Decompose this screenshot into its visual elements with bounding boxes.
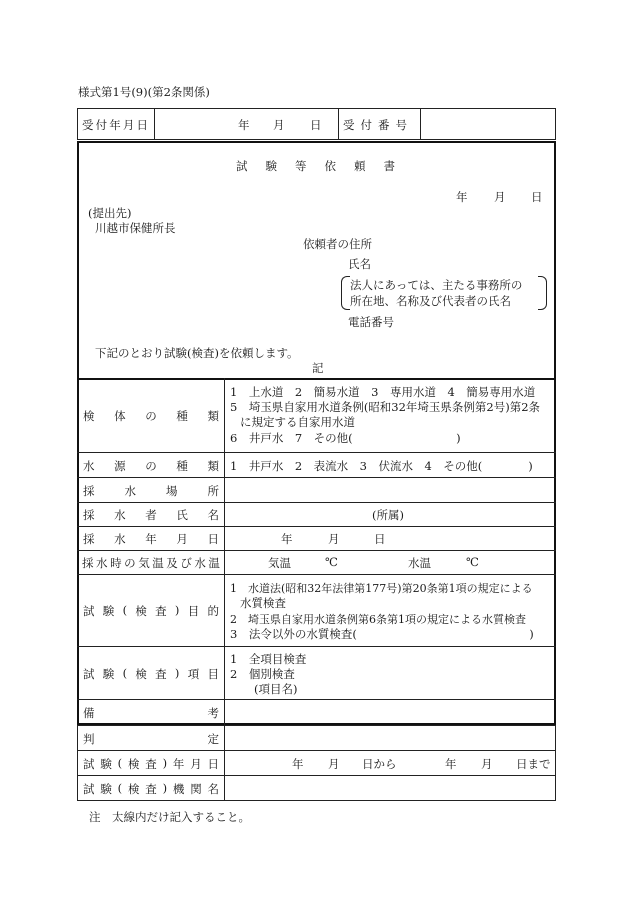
judgment-label: 判 定	[83, 732, 219, 746]
purpose-option-line2: 水質検査	[240, 596, 286, 610]
corp-note-line2: 所在地、名称及び代表者の氏名	[350, 294, 511, 308]
air-temp-label: 気温	[268, 556, 291, 570]
specimen-option-line3: に規定する自家用水道	[240, 415, 355, 429]
specimen-option-line4: 6 井戸水 7 その他( )	[230, 431, 461, 445]
submit-to: 川越市保健所長	[95, 221, 176, 235]
ki-label: 記	[312, 361, 324, 375]
test-to-year: 年	[445, 757, 457, 771]
sampling-day-unit: 日	[374, 532, 386, 546]
reception-day-unit: 日	[310, 118, 322, 132]
institution-label: 試 験 ( 検 査 ) 機 関 名	[83, 781, 219, 796]
reception-date-label: 受 付 年 月 日	[82, 118, 148, 132]
submit-to-label: (提出先)	[88, 206, 132, 220]
source-type-label: 水 源 の 種 類	[83, 459, 219, 473]
specimen-option-line2: 5 埼玉県自家用水道条例(昭和32年埼玉県条例第2号)第2条	[230, 400, 541, 414]
phone-label: 電話番号	[348, 315, 394, 329]
address-label: 依頼者の住所	[303, 237, 372, 251]
document-title: 試験等依頼書	[236, 159, 413, 173]
corp-note-line1: 法人にあっては、主たる事務所の	[350, 278, 523, 292]
request-year-unit: 年	[456, 190, 468, 204]
name-label: 氏名	[348, 257, 371, 271]
items-option-line3: (項目名)	[254, 682, 298, 696]
specimen-option-line1: 1 上水道 2 簡易水道 3 専用水道 4 簡易専用水道	[230, 385, 536, 399]
remarks-field[interactable]	[226, 701, 554, 722]
reception-month-unit: 月	[273, 118, 285, 132]
sampling-place-field[interactable]	[226, 479, 554, 500]
reception-year-unit: 年	[238, 118, 250, 132]
test-from-year: 年	[292, 757, 304, 771]
sampling-place-label: 採 水 場 所	[83, 484, 219, 498]
water-temp-label: 水温	[408, 556, 431, 570]
reception-number-label: 受付番号	[343, 118, 413, 132]
air-temp-unit: ℃	[325, 555, 338, 569]
reception-date-field[interactable]	[150, 112, 338, 136]
specimen-type-label: 検 体 の 種 類	[83, 409, 219, 423]
request-body-text: 下記のとおり試験(検査)を依頼します。	[95, 346, 299, 360]
source-type-options[interactable]: 1 井戸水 2 表流水 3 伏流水 4 その他( )	[230, 459, 533, 473]
items-option-line1: 1 全項目検査	[230, 652, 307, 666]
reception-number-field[interactable]	[422, 112, 552, 136]
remarks-label: 備 考	[83, 706, 219, 720]
purpose-option-line1: 1 水道法(昭和32年法律第177号)第20条第1項の規定による	[230, 582, 533, 595]
sampling-date-label: 採 水 年 月 日	[83, 532, 219, 546]
footnote: 注 太線内だけ記入すること。	[89, 810, 250, 824]
request-month-unit: 月	[494, 190, 506, 204]
note-left-bracket	[341, 276, 350, 310]
test-items-label: 試 験 ( 検 査 ) 項 目	[83, 666, 219, 681]
water-temp-unit: ℃	[466, 555, 479, 569]
purpose-option-line3: 2 埼玉県自家用水道条例第6条第1項の規定による水質検査	[230, 613, 526, 626]
sampler-affiliation: (所属)	[372, 508, 404, 522]
sampler-name-field[interactable]	[226, 504, 554, 524]
purpose-option-line4: 3 法令以外の水質検査( )	[230, 627, 534, 641]
test-date-label: 試 験 ( 検 査 ) 年 月 日	[83, 756, 219, 771]
test-from-month: 月	[328, 757, 340, 771]
test-to-day: 日まで	[516, 757, 551, 771]
note-right-bracket	[538, 276, 547, 310]
purpose-label: 試 験 ( 検 査 ) 目 的	[83, 603, 219, 618]
test-to-month: 月	[481, 757, 493, 771]
items-option-line2: 2 個別検査	[230, 667, 295, 681]
test-from-day: 日から	[362, 757, 397, 771]
form-number: 様式第1号(9)(第2条関係)	[78, 85, 210, 99]
temperature-label: 採 水 時 の 気 温 及 び 水 温	[82, 556, 220, 570]
sampling-year-unit: 年	[281, 532, 293, 546]
request-day-unit: 日	[531, 190, 543, 204]
sampler-name-label: 採 水 者 氏 名	[83, 508, 219, 522]
sampling-month-unit: 月	[328, 532, 340, 546]
